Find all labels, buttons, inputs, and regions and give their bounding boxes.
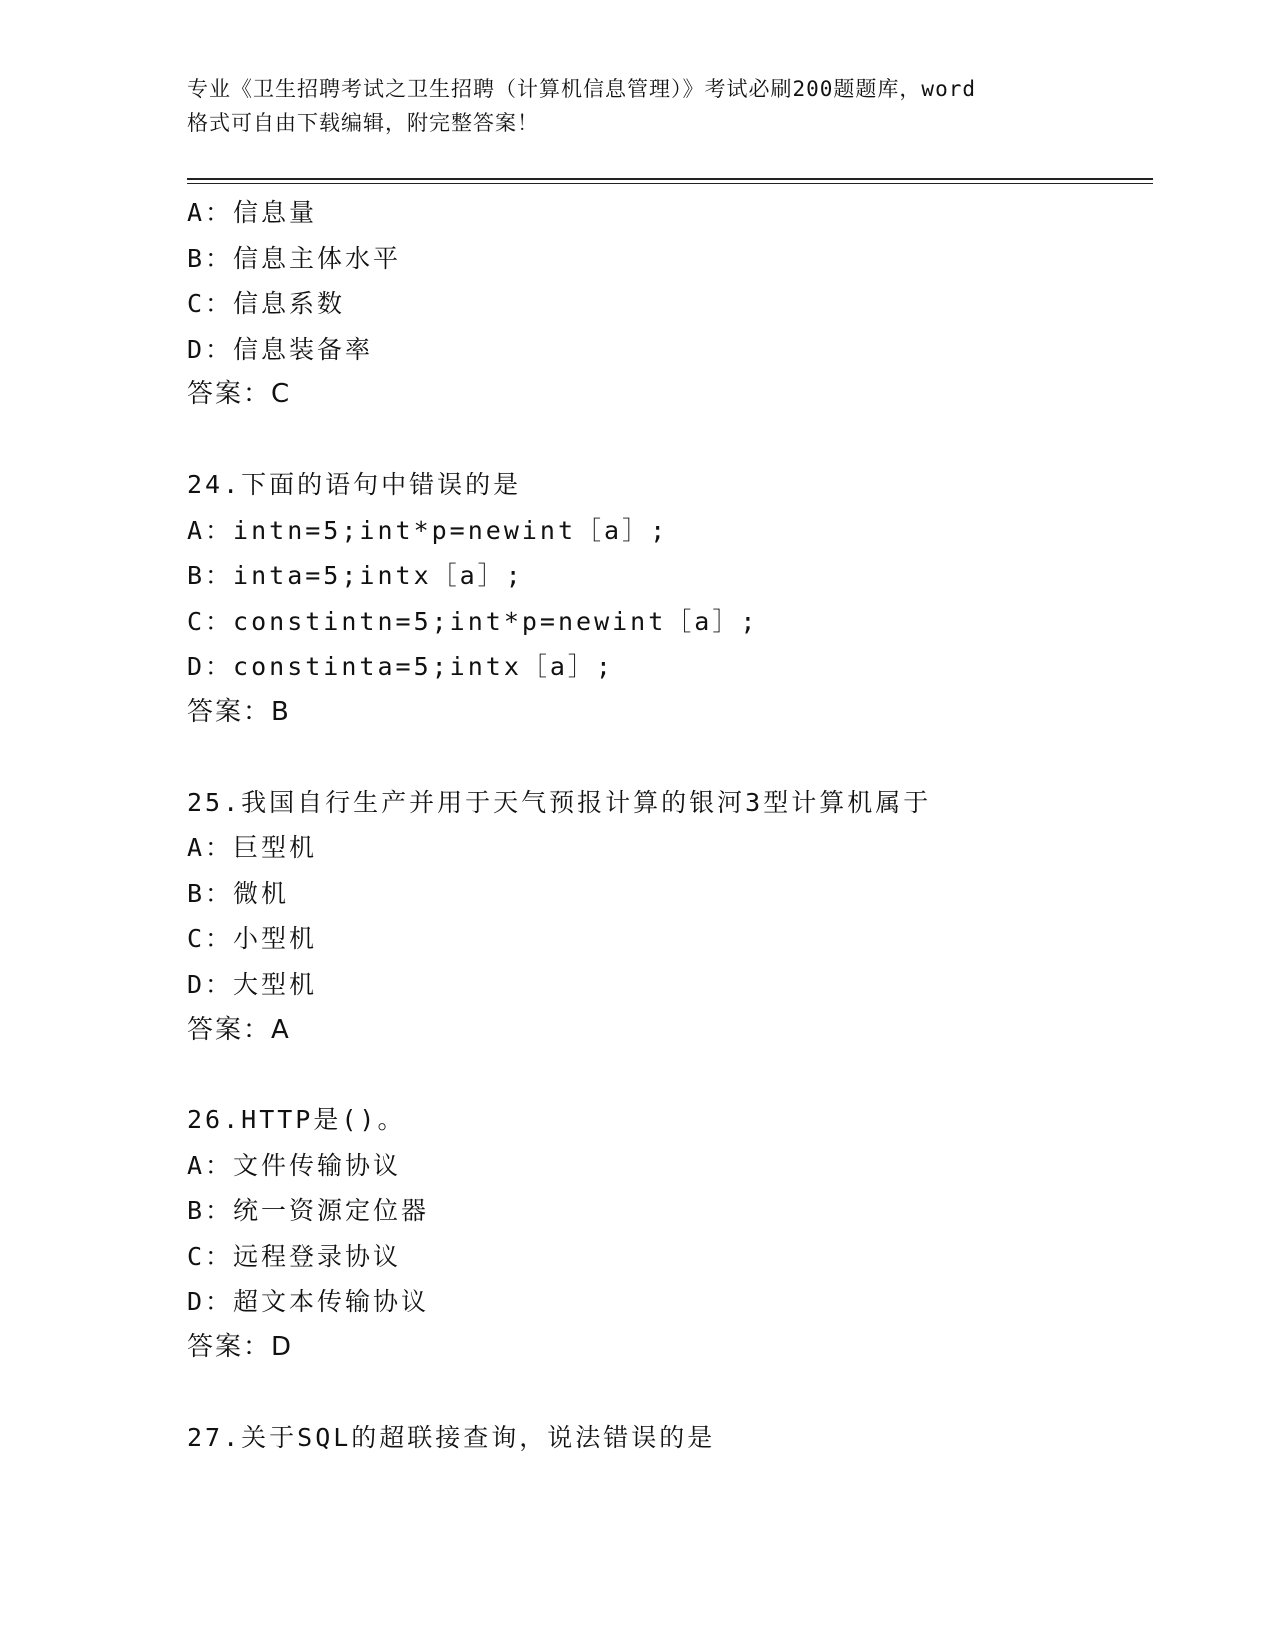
option-d: D：超文本传输协议	[187, 1287, 430, 1317]
option-b: B：信息主体水平	[187, 243, 402, 273]
option-b: B：微机	[187, 878, 290, 908]
option-b: B：统一资源定位器	[187, 1196, 430, 1226]
question-text: 26.HTTP是()。	[187, 1105, 406, 1135]
question-block	[187, 462, 1147, 736]
option-a: A：文件传输协议	[187, 1150, 402, 1180]
option-a: A：intn=5;int*p=newint［a］;	[187, 515, 669, 545]
option-d: D：constinta=5;intx［a］;	[187, 652, 614, 682]
block-spacer	[187, 736, 1147, 780]
question-block	[187, 1415, 1147, 1461]
option-a: A：巨型机	[187, 833, 318, 863]
answer-line: 答案：D	[187, 1332, 294, 1363]
question-block	[187, 1097, 1147, 1371]
block-spacer	[187, 1371, 1147, 1415]
option-d: D：信息装备率	[187, 334, 374, 364]
question-text: 25.我国自行生产并用于天气预报计算的银河3型计算机属于	[187, 787, 932, 817]
question-text: 24.下面的语句中错误的是	[187, 469, 522, 499]
header-title-line-1: 专业《卫生招聘考试之卫生招聘（计算机信息管理）》考试必刷200题题库，word	[187, 77, 976, 101]
option-d: D：大型机	[187, 969, 318, 999]
option-c: C：信息系数	[187, 289, 346, 319]
option-b: B：inta=5;intx［a］;	[187, 561, 524, 591]
question-list	[187, 190, 1147, 1460]
document-header	[187, 72, 1087, 140]
question-block	[187, 190, 1147, 418]
block-spacer	[187, 1053, 1147, 1097]
header-divider-thick	[187, 178, 1153, 180]
option-c: C：constintn=5;int*p=newint［a］;	[187, 606, 759, 636]
header-title-line-2: 格式可自由下载编辑，附完整答案！	[187, 111, 539, 135]
question-text: 27.关于SQL的超联接查询，说法错误的是	[187, 1422, 716, 1452]
header-divider-thin	[187, 183, 1153, 184]
block-spacer	[187, 418, 1147, 462]
answer-line: 答案：C	[187, 379, 292, 410]
option-c: C：小型机	[187, 924, 318, 954]
option-a: A：信息量	[187, 198, 318, 227]
answer-line: 答案：B	[187, 696, 291, 727]
answer-line: 答案：A	[187, 1014, 291, 1045]
question-block	[187, 780, 1147, 1054]
option-c: C：远程登录协议	[187, 1241, 402, 1271]
